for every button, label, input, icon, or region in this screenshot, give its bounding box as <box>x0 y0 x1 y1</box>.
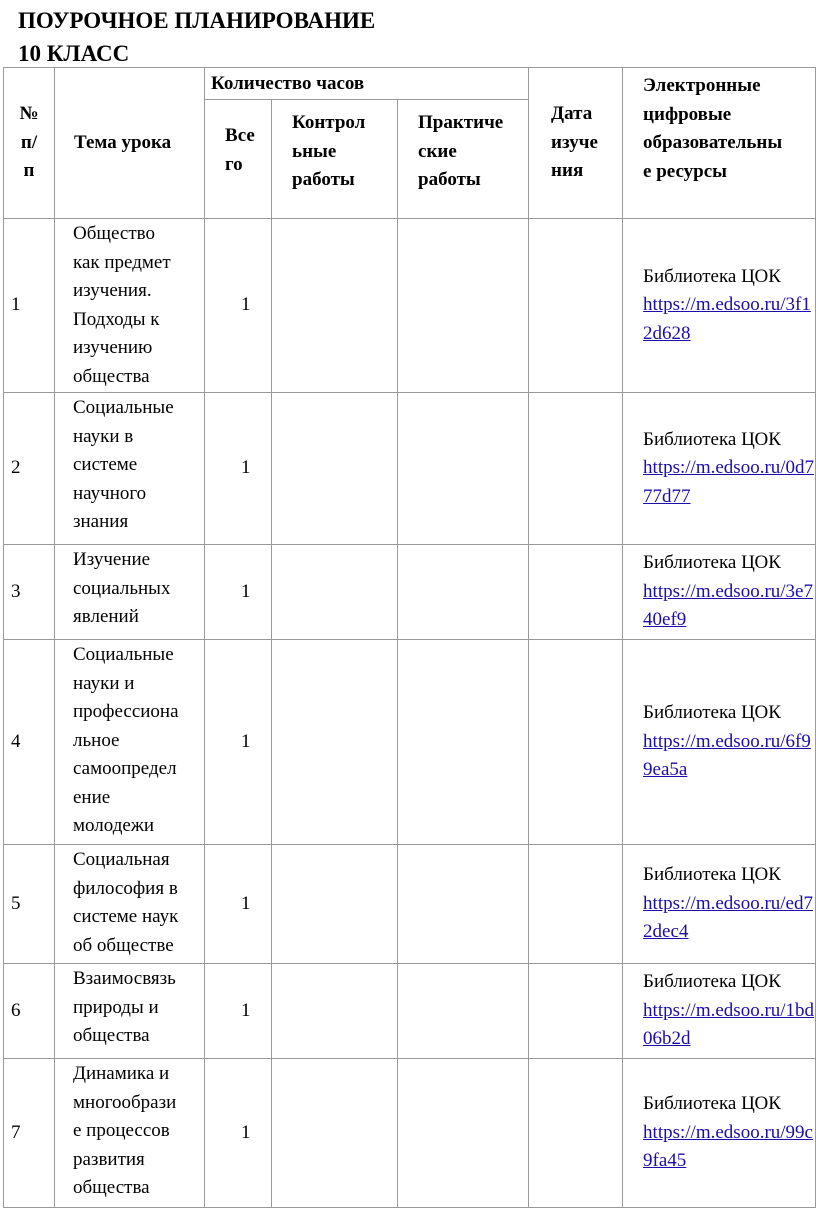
cell-resources <box>623 640 816 845</box>
cell-num: 6 <box>11 999 21 1021</box>
cell-hours-practical <box>398 845 529 964</box>
resource-label: Библиотека ЦОК <box>643 864 781 886</box>
header-row-1 <box>4 68 816 100</box>
cell-hours-total: 1 <box>205 845 272 964</box>
table-row <box>4 640 816 845</box>
cell-num-topic <box>4 545 205 640</box>
cell-hours-total: 1 <box>205 640 272 845</box>
cell-hours-control <box>272 219 398 393</box>
table-row <box>4 1059 816 1208</box>
resource-link[interactable]: https://m.edsoo.ru/0d777d77 <box>643 457 815 507</box>
cell-num-topic <box>4 393 205 545</box>
cell-topic: Динамика и многообрази е процессов развития общества <box>73 1063 177 1198</box>
resource-label: Библиотека ЦОК <box>643 971 781 993</box>
header-num-line-3: п <box>23 160 35 182</box>
header-hours-group: Количество часов <box>205 68 529 100</box>
cell-date <box>529 845 623 964</box>
table-row <box>4 393 816 545</box>
resource-link[interactable]: https://m.edsoo.ru/3f12d628 <box>643 294 811 344</box>
title-line-1: ПОУРОЧНОЕ ПЛАНИРОВАНИЕ <box>18 8 376 33</box>
header-num-line-2: п/ <box>20 131 38 153</box>
cell-hours-practical <box>398 545 529 640</box>
cell-hours-control <box>272 964 398 1059</box>
cell-num-topic <box>4 964 205 1059</box>
cell-date <box>529 219 623 393</box>
lesson-plan-table <box>3 67 816 1208</box>
cell-topic: Взаимосвязь природы и общества <box>73 968 176 1046</box>
cell-hours-total: 1 <box>205 1059 272 1208</box>
cell-hours-total: 1 <box>205 219 272 393</box>
cell-date <box>529 640 623 845</box>
table-row <box>4 545 816 640</box>
cell-topic: Изучение социальных явлений <box>73 549 171 627</box>
header-cell-num-topic <box>4 68 205 219</box>
cell-hours-control <box>272 845 398 964</box>
header-num <box>4 100 54 186</box>
header-hours-total: Все го <box>205 100 272 219</box>
cell-resources <box>623 964 816 1059</box>
cell-topic: Социальная философия в системе наук об обществе <box>73 849 179 956</box>
resource-label: Библиотека ЦОК <box>643 552 781 574</box>
cell-num: 1 <box>11 294 21 316</box>
cell-num-topic <box>4 219 205 393</box>
table-row <box>4 219 816 393</box>
cell-hours-total: 1 <box>205 545 272 640</box>
resource-label: Библиотека ЦОК <box>643 265 781 287</box>
cell-num-topic <box>4 845 205 964</box>
resource-link[interactable]: https://m.edsoo.ru/99c9fa45 <box>643 1121 813 1172</box>
resource-link[interactable]: https://m.edsoo.ru/3e740ef9 <box>643 580 813 631</box>
cell-resources <box>623 219 816 393</box>
header-date: Дата изуче ния <box>529 68 623 219</box>
title-line-2: 10 КЛАСС <box>18 41 130 66</box>
cell-topic: Социальные науки и профессиона льное самоопредел ение молодежи <box>73 644 179 836</box>
resource-link[interactable]: https://m.edsoo.ru/1bd06b2d <box>643 999 815 1050</box>
cell-hours-practical <box>398 1059 529 1208</box>
cell-hours-practical <box>398 964 529 1059</box>
page-title <box>18 4 375 70</box>
cell-topic: Общество как предмет изучения. Подходы к изучению общества <box>73 223 171 387</box>
cell-hours-total: 1 <box>205 393 272 545</box>
cell-num: 2 <box>11 457 21 479</box>
table-row <box>4 964 816 1059</box>
cell-date <box>529 964 623 1059</box>
resource-label: Библиотека ЦОК <box>643 1093 781 1115</box>
cell-hours-control <box>272 1059 398 1208</box>
cell-hours-control <box>272 393 398 545</box>
cell-date <box>529 1059 623 1208</box>
cell-num: 4 <box>11 730 21 752</box>
resource-link[interactable]: https://m.edsoo.ru/ed72dec4 <box>643 892 813 943</box>
cell-resources <box>623 393 816 545</box>
cell-num-topic <box>4 1059 205 1208</box>
cell-date <box>529 545 623 640</box>
resource-label: Библиотека ЦОК <box>643 702 781 724</box>
cell-hours-practical <box>398 640 529 845</box>
cell-num: 3 <box>11 580 21 602</box>
cell-hours-control <box>272 640 398 845</box>
cell-resources <box>623 845 816 964</box>
cell-topic: Социальные науки в системе научного знания <box>73 397 174 532</box>
cell-hours-total: 1 <box>205 964 272 1059</box>
resource-link[interactable]: https://m.edsoo.ru/6f99ea5a <box>643 730 811 781</box>
cell-date <box>529 393 623 545</box>
header-hours-control: Контрол ьные работы <box>272 100 398 219</box>
table-row <box>4 845 816 964</box>
cell-resources <box>623 545 816 640</box>
cell-hours-practical <box>398 219 529 393</box>
cell-num: 7 <box>11 1121 21 1143</box>
cell-hours-practical <box>398 393 529 545</box>
cell-resources <box>623 1059 816 1208</box>
cell-hours-control <box>272 545 398 640</box>
cell-num-topic <box>4 640 205 845</box>
header-num-line-1: № <box>19 103 39 125</box>
header-resources: Электронные цифровые образовательны е ресурсы <box>623 68 816 219</box>
resource-label: Библиотека ЦОК <box>643 428 781 450</box>
cell-num: 5 <box>11 892 21 914</box>
header-hours-practical: Практиче ские работы <box>398 100 529 219</box>
header-topic: Тема урока <box>74 131 172 153</box>
